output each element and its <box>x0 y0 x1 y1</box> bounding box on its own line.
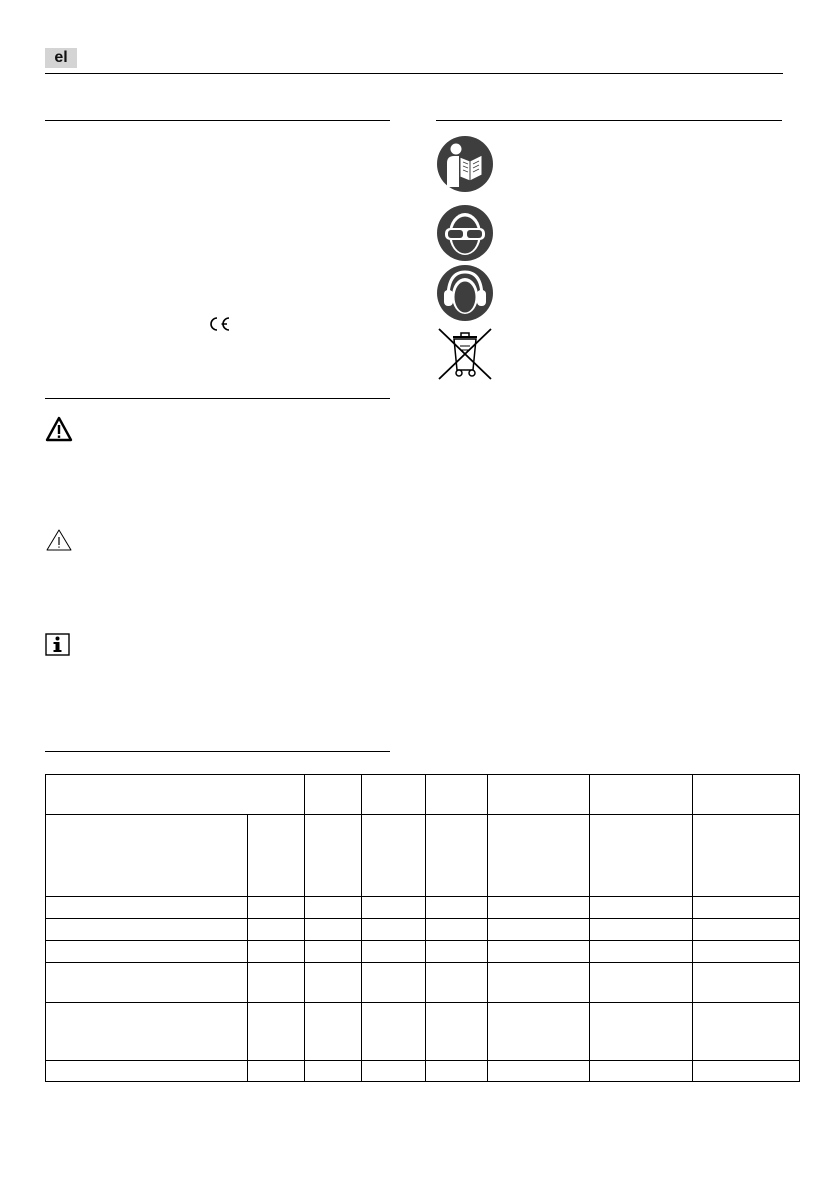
table-cell <box>248 963 305 1003</box>
table-cell <box>693 963 800 1003</box>
table-cell <box>362 963 426 1003</box>
table-cell <box>590 897 693 919</box>
table-cell <box>426 919 488 941</box>
table-cell <box>693 919 800 941</box>
ce-mark-icon <box>207 316 231 332</box>
table-cell <box>693 775 800 815</box>
table-cell <box>362 897 426 919</box>
table-cell <box>248 815 305 897</box>
table-row <box>46 1003 800 1061</box>
table-cell <box>362 1003 426 1061</box>
eye-protection-icon <box>436 204 494 262</box>
table-cell <box>426 815 488 897</box>
table-cell <box>488 897 590 919</box>
section-rule-right-1 <box>436 120 782 121</box>
table-cell <box>46 1061 248 1082</box>
table-header-row <box>46 775 800 815</box>
table-cell <box>488 941 590 963</box>
caution-warning-icon <box>45 528 73 552</box>
table-cell <box>693 897 800 919</box>
table-cell <box>693 1061 800 1082</box>
table-row <box>46 897 800 919</box>
table-cell <box>46 941 248 963</box>
table-cell <box>46 775 305 815</box>
table-cell <box>693 941 800 963</box>
table-cell <box>248 919 305 941</box>
section-rule-left-3 <box>45 751 390 752</box>
spec-table <box>45 774 800 1082</box>
danger-warning-icon <box>45 416 73 442</box>
table-cell <box>305 1061 362 1082</box>
table-cell <box>693 1003 800 1061</box>
table-cell <box>248 1003 305 1061</box>
weee-crossed-bin-icon <box>436 326 494 382</box>
table-cell <box>590 919 693 941</box>
table-cell <box>362 941 426 963</box>
table-row <box>46 919 800 941</box>
info-icon <box>45 633 70 656</box>
table-cell <box>46 963 248 1003</box>
table-cell <box>590 815 693 897</box>
table-cell <box>305 963 362 1003</box>
table-cell <box>426 1061 488 1082</box>
table-cell <box>488 1003 590 1061</box>
table-row <box>46 963 800 1003</box>
table-cell <box>590 775 693 815</box>
table-cell <box>305 919 362 941</box>
table-cell <box>362 919 426 941</box>
section-rule-left-1 <box>45 120 390 121</box>
table-cell <box>590 1003 693 1061</box>
table-cell <box>426 775 488 815</box>
table-cell <box>426 941 488 963</box>
section-rule-left-2 <box>45 398 390 399</box>
table-cell <box>590 941 693 963</box>
table-cell <box>488 919 590 941</box>
table-cell <box>362 815 426 897</box>
ear-protection-icon <box>436 264 494 322</box>
table-cell <box>248 941 305 963</box>
table-cell <box>305 775 362 815</box>
table-row <box>46 941 800 963</box>
language-tag: el <box>45 48 77 68</box>
table-cell <box>362 775 426 815</box>
header-rule <box>45 73 783 74</box>
table-cell <box>46 919 248 941</box>
table-cell <box>305 1003 362 1061</box>
table-cell <box>46 897 248 919</box>
table-cell <box>248 897 305 919</box>
table-cell <box>488 815 590 897</box>
table-cell <box>426 963 488 1003</box>
table-row <box>46 1061 800 1082</box>
table-cell <box>305 815 362 897</box>
read-manual-icon <box>436 135 494 193</box>
table-cell <box>46 815 248 897</box>
table-cell <box>305 941 362 963</box>
table-cell <box>590 963 693 1003</box>
table-cell <box>46 1003 248 1061</box>
table-cell <box>305 897 362 919</box>
table-cell <box>693 815 800 897</box>
table-row <box>46 815 800 897</box>
table-cell <box>488 963 590 1003</box>
table-cell <box>362 1061 426 1082</box>
table-cell <box>488 775 590 815</box>
table-cell <box>248 1061 305 1082</box>
table-cell <box>426 897 488 919</box>
table-cell <box>426 1003 488 1061</box>
table-cell <box>590 1061 693 1082</box>
table-cell <box>488 1061 590 1082</box>
